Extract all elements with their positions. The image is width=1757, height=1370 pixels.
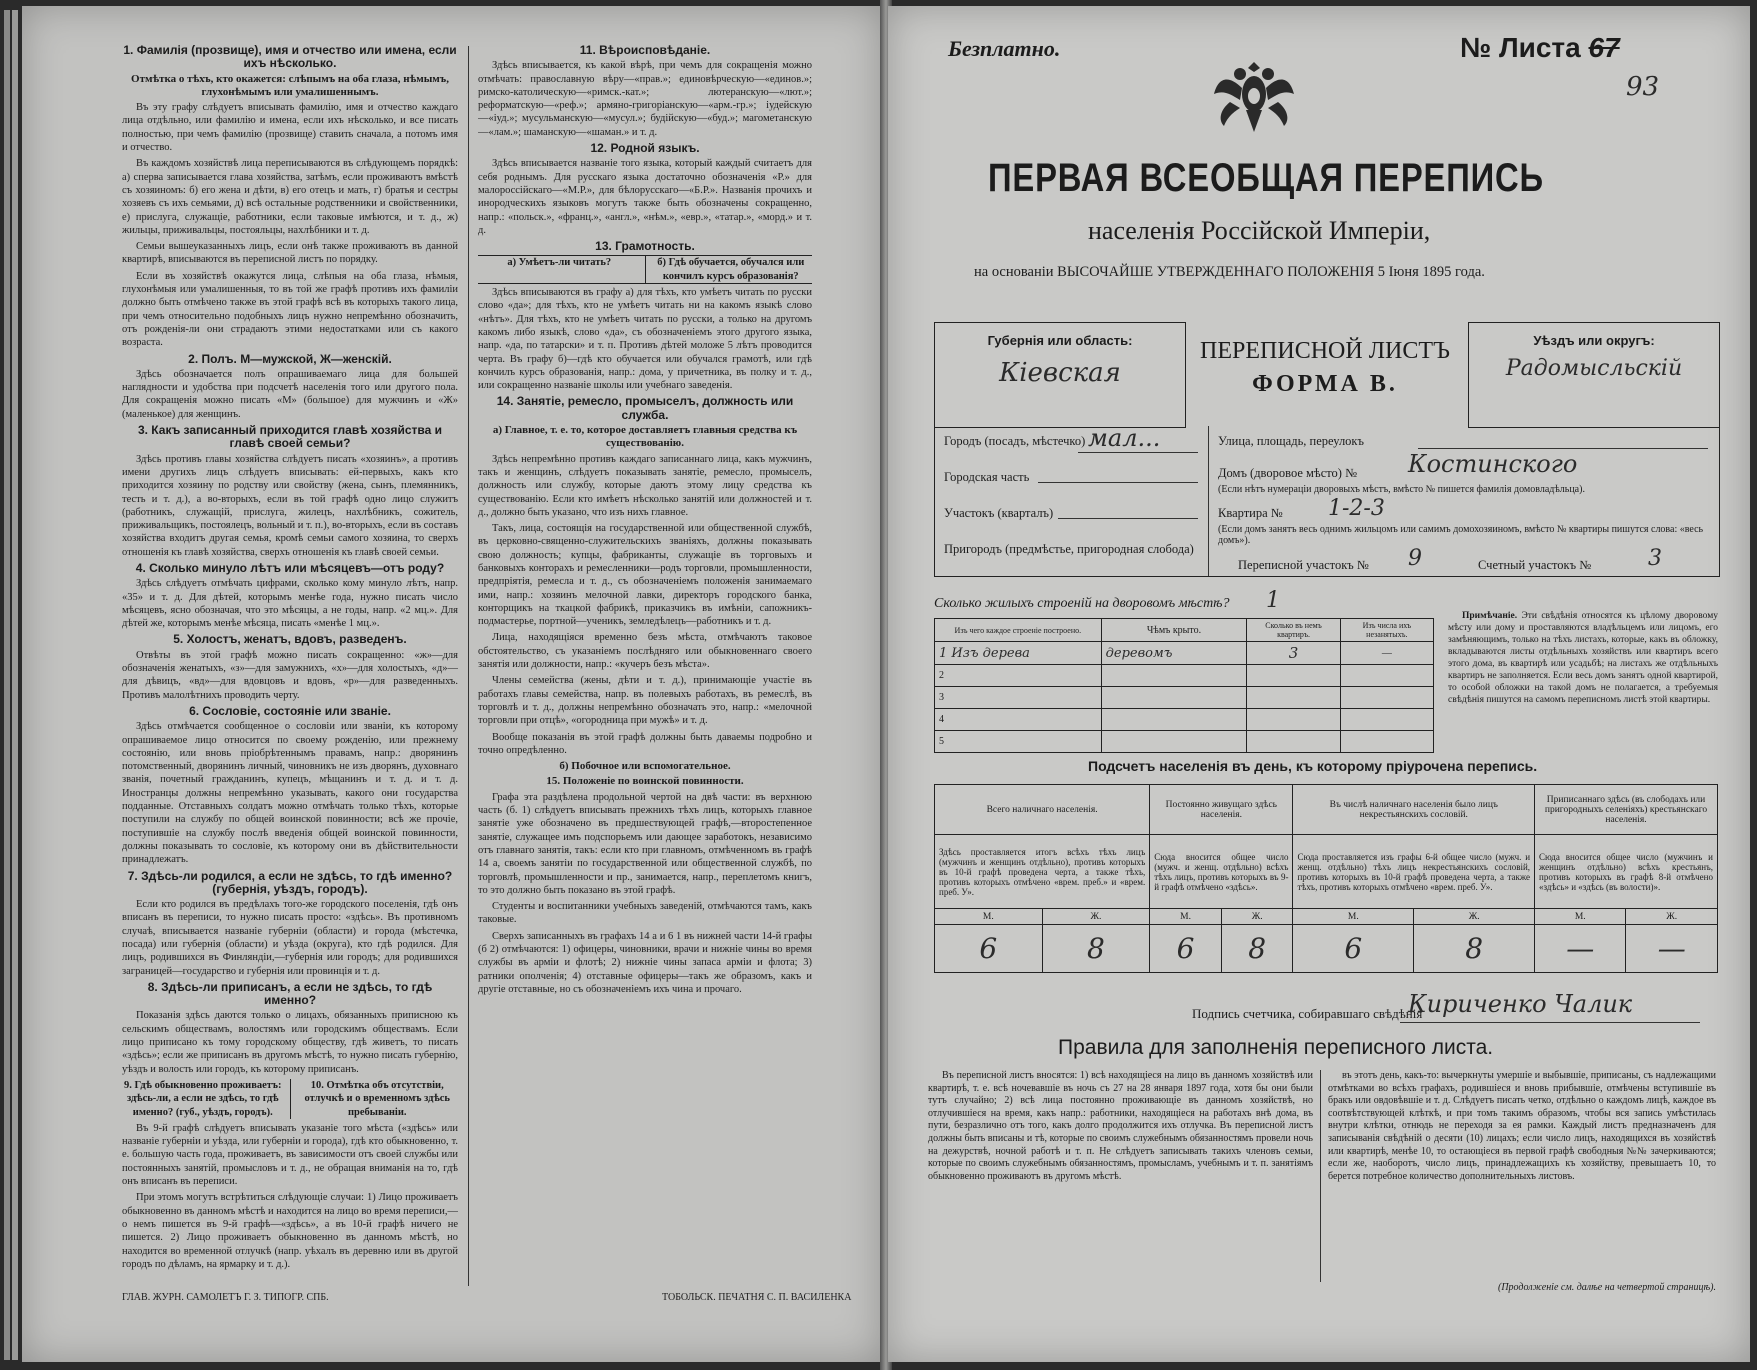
- column-divider: [1320, 1070, 1321, 1282]
- buildings-header-roof: Чѣмъ крыто.: [1101, 619, 1247, 642]
- buildings-header-material: Изъ чего каждое строеніе построено.: [935, 619, 1102, 642]
- section-heading: 5. Холостъ, женатъ, вдовъ, разведенъ.: [173, 632, 407, 647]
- section-heading: 4. Сколько минуло лѣтъ или мѣсяцевъ—отъ роду?: [135, 560, 445, 575]
- paragraph: Здѣсь слѣдуетъ отмѣчать цифрами, сколько кому минуло лѣтъ, напр. «35» и т. д. Для дѣтей, которымъ менѣе года, нужно писать число мѣсяцевъ, ясно обозначая, что это мѣсяцы, а не годы, напр. «2 мц.». Для дѣтей же, которымъ менѣе мѣсяца, писать «менѣе 1 мц.».: [122, 578, 458, 630]
- table-row: [935, 642, 1434, 665]
- city-line: [1078, 452, 1198, 453]
- female-label: Ж.: [1221, 909, 1293, 925]
- paragraph: При этомъ могутъ встрѣтиться слѣдующіе случаи: 1) Лицо проживаетъ обыкновенно въ данномъ мѣстѣ и находится на лицо во время переписи,—о немъ пишется въ 9-й графѣ—«здѣсь», а въ 10-й графѣ ничего не пишется. 2) Лицо проживаетъ обыкновенно въ данномъ мѣстѣ, но находится во временной отлучкѣ (напр. уѣхалъ въ деревню или въ другой городъ по дѣламъ, на ярмарку и т. д.).: [122, 1192, 458, 1270]
- paragraph: Здѣсь вписывается названіе того языка, который каждый считаетъ для себя роднымъ. Для русскаго языка достаточно обозначенія «Р.» для малороссійскаго—«М.Р.», для бѣлорусскаго—«Б.Р.». Названія прочихъ и инородческихъ языковъ могутъ также быть обозначены сокращенно, напр.: «польск.», «франц.», «англ.», «нѣм.», «евр.», «татар.», «морд.» и т. д.: [478, 158, 812, 236]
- building-apartments: 3: [1247, 642, 1340, 665]
- female-label: Ж.: [1414, 909, 1535, 925]
- city-part-line: [1038, 482, 1198, 483]
- document-title: ПЕРВАЯ ВСЕОБЩАЯ ПЕРЕПИСЬ: [988, 156, 1544, 200]
- count-header-non-peasant: Въ числѣ наличнаго населенія было лицъ некрестьянскихъ сословій.: [1293, 785, 1535, 835]
- section-subheading: б) Побочное или вспомогательное.: [559, 760, 731, 773]
- count-nonpeasant-female: 8: [1414, 925, 1535, 973]
- house-label: Домъ (дворовое мѣсто) №: [1218, 466, 1358, 480]
- paragraph: Здѣсь противъ главы хозяйства слѣдуетъ писать «хозяинъ», а противъ имени другихъ лицъ слѣдуетъ вписывать: ей-первыхъ, какъ кто приходится хозяину по родству или свойству (жена, сынъ, племянникъ, тесть и т. д.), а во-вторыхъ, если въ той графѣ одно лицо служитъ (работникъ, служащій, прислуга, жилецъ, нахлѣбникъ, сожитель, приживальщикъ, постоялецъ, вольный и т. п.), во-вторыхъ, если въ составъ хозяйства входитъ другая семья, кромѣ семьи самого хозяина, то сверхъ отношенія къ главѣ хозяйства, сверхъ отношенія къ главѣ своей семьи.: [122, 453, 458, 558]
- counting-district-value: 3: [1648, 546, 1662, 571]
- section-heading: 3. Какъ записанный приходится главѣ хозяйства и главѣ своей семьи?: [137, 423, 443, 451]
- paragraph: Въ 9-й графѣ слѣдуетъ вписывать указаніе того мѣста («здѣсь» или названіе губерніи и уѣзда, или губерніи и города), гдѣ кто обыкновенно, т. е. большую часть года, проживаетъ, въ зависимости отъ своей службы или постоянныхъ занятій, промысловъ и т. д., не обращая вниманія на то, гдѣ онъ вписанъ въ переписи.: [122, 1122, 458, 1188]
- note-title: Примѣчаніе.: [1462, 611, 1518, 621]
- section-heading: 7. Здѣсь-ли родился, а если не здѣсь, то гдѣ именно? (губернія, уѣздъ, городъ).: [127, 868, 453, 896]
- form-title-line2: ФОРМА В.: [1252, 371, 1398, 397]
- male-label: М.: [935, 909, 1043, 925]
- census-district-label: Переписной участокъ №: [1238, 558, 1369, 572]
- section-subheading: 15. Положеніе по воинской повинности.: [546, 775, 744, 788]
- sheet-number-label: № Листа: [1460, 32, 1581, 63]
- rules-title: Правила для заполненія переписного листа.: [1058, 1036, 1494, 1059]
- instructions-column-1: [122, 42, 458, 1342]
- table-row: 4: [935, 709, 1434, 731]
- section-heading: 11. Вѣроисповѣданіе.: [579, 43, 711, 57]
- population-count-title: Подсчетъ населенія въ день, къ которому пріурочена перепись.: [1088, 758, 1538, 774]
- building-roof: деревомъ: [1101, 642, 1247, 665]
- paragraph: Въ каждомъ хозяйствѣ лица переписываются въ слѣдующемъ порядкѣ: а) сперва записывается глава хозяйства, затѣмъ, если проживаютъ вмѣстѣ съ хозяиномъ: б) его жена и дѣти, в) его отецъ и мать, г) братья и сестры хозяевъ съ ихъ семьями, д) всѣ остальные родственники и свойственники, е) прислуга, служащіе, работники, если таковые имѣются, и т. д., ж) жильцы, приживальцы, постояльцы, нахлѣбники и т. д.: [122, 158, 458, 236]
- street-line: [1418, 448, 1708, 449]
- legal-basis: на основаніи ВЫСОЧАЙШЕ УТВЕРЖДЕННАГО ПОЛОЖЕНІЯ 5 Іюня 1895 года.: [974, 264, 1485, 280]
- house-note: (Если нѣтъ нумерацiи дворовыхъ мѣстъ, вмѣсто № пишется фамилія домовладѣльца).: [1218, 484, 1585, 495]
- section-heading: 6. Сословіе, состояніе или званіе.: [189, 703, 391, 718]
- page-stack: [4, 10, 10, 1360]
- literacy-question-a: а) Умѣетъ-ли читать?: [507, 257, 612, 269]
- count-note: Сюда вносится общее число (мужч. и женщ. отдѣльно) всѣхъ тѣхъ лицъ, противъ которыхъ въ 9-й графѣ отмѣчено «здѣсь».: [1150, 835, 1293, 909]
- printer-imprint: ГЛАВ. ЖУРН. САМОЛЕТЪ Г. З. ТИПОГР. СПБ.: [122, 1292, 329, 1303]
- section-heading: 12. Родной языкъ.: [590, 141, 700, 156]
- count-permanent-male: 6: [1150, 925, 1222, 973]
- count-header-permanent: Постоянно живущаго здѣсь населенія.: [1150, 785, 1293, 835]
- paragraph: Въ эту графу слѣдуетъ вписывать фамилію, имя и отчество каждаго лица отдѣльно, или фамилію и имена, если ихъ нѣсколько, и все писать полностью, при чемъ фамилію (прозвище) ставить сначала, а потомъ имя и отчество.: [122, 102, 458, 154]
- male-label: М.: [1293, 909, 1414, 925]
- literacy-question-b: б) Гдѣ обучается, обучался или кончилъ курсъ образованія?: [657, 257, 805, 282]
- rules-column-2: [1328, 1070, 1716, 1280]
- buildings-table: [934, 618, 1434, 753]
- buildings-note: [1448, 610, 1718, 750]
- rules-continuation: (Продолженіе см. далѣе на четвертой страницѣ).: [1498, 1282, 1716, 1293]
- suburb-label: Пригородъ (предмѣстье, пригородная слобода): [944, 542, 1194, 556]
- count-header-total: Всего наличнаго населенія.: [935, 785, 1150, 835]
- paragraph: Лица, находящіяся временно безъ мѣста, отмѣчаютъ таковое обстоятельство, съ указаніемъ послѣдняго или обыкновеннаго своего занятія или должности, напр.: «кучеръ безъ мѣста».: [478, 632, 812, 671]
- apartment-note: (Если домъ занятъ весь однимъ жильцомъ или самимъ домохозяиномъ, вмѣсто № квартиры пишутся слова: «весь домъ»).: [1218, 524, 1704, 546]
- paragraph: Такъ, лица, состоящія на государственной или общественной службѣ, въ церковно-священно-служительскихъ званіяхъ, должны показывать свою должность; купцы, фабриканты, служащіе въ торговыхъ и банковыхъ конторахъ и ремесленники—родъ торговли, промышленности, предпріятія, ремесла и т. д., съ обозначеніемъ положенія занимаемаго ими, напр.: хозяинъ мелочной лавки, директоръ городского банка, конторщикъ на ткацкой фабрикѣ, приказчикъ въ имѣніи, сапожникъ-подмастерье, портной—ученикъ, земледѣлецъ—работникъ и т. д.: [478, 523, 812, 628]
- free-of-charge-label: Безплатно.: [948, 36, 1061, 61]
- count-note: Сюда проставляется изъ графы 6-й общее число (мужч. и женщ. отдѣльно) тѣхъ лицъ некрестьянскихъ сословій, противъ которыхъ въ 10-й графѣ проведена черта, а также тѣхъ, противъ которыхъ отмѣчено «врем. преб. У».: [1293, 835, 1535, 909]
- paragraph: Графа эта раздѣлена продольной чертой на двѣ части: въ верхнюю часть (б. 1) слѣдуетъ вписывать прежнихъ тѣхъ лицъ, которыхъ главное занятіе уже обозначено въ предшествующей графѣ,—второстепенное занятіе, служащее имъ подспорьемъ или дающее заработокъ, независимо отъ главнаго занятія, такъ: если кто при главномъ, отмѣченномъ въ графѣ 14 а, своемъ занятіи по государственной или общественной службѣ, по торговлѣ, промышленности и пр., занимается, напр., переплетомъ книгъ, то это должно быть показано въ этой графѣ.: [478, 791, 812, 896]
- sheet-number: [1460, 32, 1620, 64]
- paragraph: Здѣсь вписываются въ графу а) для тѣхъ, кто умѣетъ читать по русски слово «да»; для тѣхъ, кто не умѣетъ читать ни на какомъ языкѣ слово «нѣтъ». Для тѣхъ, кто не умѣетъ читать по русски, а только на другомъ какомъ либо языкѣ, слово «да», съ обозначеніемъ этого другого языка, напр. «да, по татарски» и т. п. Противъ дѣтей моложе 5 лѣтъ проводится черта. Въ графу б)—гдѣ кто обучается или обучался грамотѣ, или гдѣ кончилъ курсъ образованія, напр.: дома, у причетника, въ полку и т. д., или сокращенно названіе школы или учебнаго заведенія.: [478, 287, 812, 392]
- apartment-value: 1-2-3: [1328, 496, 1385, 521]
- page-stack: [12, 10, 18, 1360]
- guberniya-value: Кіевская: [999, 358, 1121, 388]
- signature-value: Кириченко Чалик: [1408, 990, 1633, 1018]
- count-header-peasant: Приписаннаго здѣсь (въ слободахъ или пригородныхъ селеніяхъ) крестьянскаго населенія.: [1535, 785, 1718, 835]
- paragraph: Вообще показанія въ этой графѣ должны быть даваемы подробно и точно опредѣленно.: [478, 731, 812, 756]
- building-empty: —: [1340, 642, 1433, 665]
- section-heading: 9. Гдѣ обыкновенно проживаетъ: здѣсь-ли, а если не здѣсь, то гдѣ именно? (губ., уѣздъ, городъ).: [123, 1079, 282, 1118]
- count-peasant-female: —: [1626, 925, 1718, 973]
- male-label: М.: [1535, 909, 1626, 925]
- printer-imprint: ТОБОЛЬСК. ПЕЧАТНЯ С. П. ВАСИЛЕНКА: [662, 1292, 852, 1303]
- paragraph: Студенты и воспитанники учебныхъ заведеній, отмѣчаются тамъ, какъ таковые.: [478, 901, 812, 926]
- female-label: Ж.: [1042, 909, 1150, 925]
- city-part-label: Городская часть: [944, 470, 1030, 484]
- section-heading: 13. Грамотность.: [595, 239, 695, 254]
- counting-district-label: Счетный участокъ №: [1478, 558, 1592, 572]
- buildings-question: Сколько жилыхъ строеній на дворовомъ мѣстѣ?: [934, 596, 1230, 611]
- count-total-female: 8: [1042, 925, 1150, 973]
- city-value: мал...: [1088, 424, 1161, 452]
- table-row: 5: [935, 731, 1434, 753]
- sheet-number-struck: 67: [1588, 32, 1620, 63]
- form-title: [1190, 338, 1460, 398]
- section-heading: 1. Фамилія (прозвище), имя и отчество или имена, если ихъ нѣсколько.: [123, 43, 457, 71]
- count-note: Здѣсь проставляется итогъ всѣхъ тѣхъ лицъ (мужчинъ и женщинъ отдѣльно), противъ которыхъ въ 10-й графѣ проведена черта, а также тѣхъ, противъ которыхъ отмѣчено «врем. преб.» и «врем. преб. У».: [935, 835, 1150, 909]
- uezd-value: Радомысльскій: [1505, 356, 1683, 381]
- count-nonpeasant-male: 6: [1293, 925, 1414, 973]
- buildings-header-apartments: Сколько въ немъ квартиръ.: [1247, 619, 1340, 642]
- paragraph: Показанія здѣсь даются только о лицахъ, обязанныхъ приписною къ сельскимъ обществамъ, волостямъ или городскимъ обществамъ. Если лицо приписано къ тому городскому обществу, гдѣ живетъ, то писать «здѣсь»; если же приписанъ въ другомъ мѣстѣ, то нужно писать губернію, уѣздъ и волость или городъ, къ которому приписанъ.: [122, 1010, 458, 1075]
- signature-line: [1400, 1022, 1700, 1023]
- section-heading: 8. Здѣсь-ли приписанъ, а если не здѣсь, то гдѣ именно?: [147, 979, 433, 1008]
- paragraph: Здѣсь отмѣчается сообщенное о сословіи или званіи, къ которому опрашиваемое лицо относится по своему рожденію, или прежнему состоянію, или вновь пріобрѣтеннымъ правамъ, напр.: дворянинъ потомственный, дворянинъ личный, чиновникъ не изъ дворянъ, духовнаго званія, почетный гражданинъ, купецъ, мѣщанинъ и т. д. и т. д. Иностранцы должны непремѣнно указывать, какого они государства подданные. Отставныхъ солдатъ можно отмѣчать только тѣхъ, которые поступили на службу по общей воинской повинности; всѣ же прочіе, поступившіе на службу послѣ введенія общей воинской повинности, должны показывать то сословіе, къ которому они въ дѣйствительности принадлежатъ.: [122, 721, 458, 866]
- population-count-table: [934, 784, 1718, 973]
- city-label: Городъ (посадъ, мѣстечко): [944, 434, 1086, 448]
- uezd-label: Уѣздъ или округъ:: [1533, 333, 1655, 348]
- apartment-label: Квартира №: [1218, 506, 1283, 520]
- guberniya-label: Губернія или область:: [987, 333, 1133, 348]
- district-label: Участокъ (кварталъ): [944, 506, 1054, 520]
- street-label: Улица, площадь, переулокъ: [1218, 434, 1364, 448]
- address-divider: [1208, 426, 1209, 576]
- paragraph: Семьи вышеуказанныхъ лицъ, если онѣ также проживаютъ въ данной квартирѣ, вписываются въ переписной листъ по порядку.: [122, 241, 458, 266]
- male-label: М.: [1150, 909, 1222, 925]
- section-heading: 2. Полъ. М—мужской, Ж—женскій.: [188, 351, 392, 366]
- paragraph: Здѣсь обозначается полъ опрашиваемаго лица для большей наглядности и удобства при подсчетѣ населенія того или другого пола. Для сокращенія можно писать «М» (большое) для мужчинъ и «Ж» (маленькое) для женщинъ.: [122, 368, 458, 420]
- guberniya-box: [934, 322, 1186, 428]
- census-district-value: 9: [1408, 546, 1422, 571]
- section-subheading: Отмѣтка о тѣхъ, кто окажется: слѣпымъ на оба глаза, нѣмымъ, глухонѣмымъ или умалишеннымъ.: [131, 72, 449, 98]
- count-total-male: 6: [935, 925, 1043, 973]
- column-divider: [468, 46, 469, 1286]
- sheet-number-handwritten: 93: [1626, 72, 1660, 102]
- count-note: Сюда вносится общее число (мужчинъ и женщинъ отдѣльно) всѣхъ крестьянъ, противъ которыхъ въ графѣ 8-й отмѣчено «здѣсь» и «здѣсь (въ волости)».: [1535, 835, 1718, 909]
- right-page: [888, 6, 1750, 1362]
- paragraph: Въ переписной листъ вносятся: 1) всѣ находящіеся на лицо въ данномъ хозяйствѣ или квартирѣ, т. е. всѣ ночевавшіе въ ночь съ 27 на 28 января 1897 года, хотя бы они были тутъ случайно; 2) всѣ лица постоянно проживающіе въ данномъ хозяйствѣ, но отлучившіеся на время, какъ напр.: работники, находящіеся на работахъ внѣ дома, въ пути, безразлично отъ того, какъ долго продолжится ихъ отлучка. Въ переписной листъ должны быть вписаны и тѣ, которые по своимъ служебнымъ обязанностямъ провели ночь на дежурствѣ, ночной работѣ и т. п. Не слѣдуетъ записывать такихъ членовъ семьи, которые по своимъ служебнымъ обязанностямъ, промысламъ, учебнымъ и т. п. занятіямъ обыкновенно проживаютъ въ другомъ мѣстѣ.: [928, 1070, 1313, 1182]
- paragraph: въ этотъ день, какъ-то: вычеркнуты умершіе и выбывшіе, приписаны, съ надлежащими отмѣтками во всѣхъ графахъ, родившіеся и вновь прибывшіе, отмѣчены вступившіе въ бракъ или овдовѣвшіе и т. д. Слѣдуетъ писать четко, отдѣльно о каждомъ лицѣ, каждое въ соотвѣтствующей клѣткѣ, и при томъ такимъ образомъ, чтобы вся запись умѣстилась внутри клѣтки, отнюдь не переходя за ея рамки. Каждый листъ предназначенъ для записыванія свѣдѣній о десяти (10) лицахъ; если число лицъ, находящихся въ хозяйствѣ или квартирѣ, менѣе 10, то остающіеся въ первой графѣ свободныя №№ зачеркиваются; если же, наоборотъ, число лицъ, принадлежащихъ къ хозяйству, превышаетъ 10, то берется потребное количество дополнительныхъ листовъ.: [1328, 1070, 1716, 1182]
- buildings-value: 1: [1266, 588, 1280, 613]
- paragraph: Если кто родился въ предѣлахъ того-же городского поселенія, гдѣ онъ вписанъ въ переписи, то нужно писать просто: «здѣсь». Въ противномъ случаѣ, вписывается названіе губерніи (области) и города (мѣстечка, посада) или губернія (области) и уѣзда (округа), кто гдѣ родился. Для лицъ, родившихся въ Финляндіи,—губернія или городъ; для родившихся заграницей—государство и губернія или провинція и т. д.: [122, 899, 458, 977]
- house-value: Костинского: [1408, 450, 1578, 478]
- section-subheading: а) Главное, т. е. то, которое доставляетъ главныя средства къ существованію.: [492, 424, 798, 450]
- paragraph: Сверхъ записанныхъ въ графахъ 14 а и 6 1 въ нижней части 14-й графы (б 2) отмѣчаются: 1) офицеры, чиновники, врачи и нижніе чины во время службы въ армiи и флотѣ; 2) нижніе чины запаса армiи и флота; 3) ратники ополченія; 4) отставные офицеры—такъ же образомъ, какъ и другіе отставные, но съ обозначеніемъ ихъ чина и прочаго.: [478, 930, 812, 995]
- signature-label: Подпись счетчика, собиравшаго свѣдѣнія: [1192, 1006, 1423, 1021]
- table-row: 2: [935, 665, 1434, 687]
- female-label: Ж.: [1626, 909, 1718, 925]
- paragraph: Здѣсь непремѣнно противъ каждаго записаннаго лица, какъ мужчинъ, такъ и женщинъ, слѣдуетъ показывать занятіе, ремесло, промыселъ, должность или службу, которые даютъ этому лицу средства къ существованію. Если кто имѣетъ нѣсколько занятій или должностей и т. д., должно быть указано, что изъ нихъ главное.: [478, 453, 812, 518]
- buildings-header-empty: Изъ числа ихъ незанятыхъ.: [1340, 619, 1433, 642]
- paragraph: Члены семейства (жены, дѣти и т. д.), принимающіе участіе въ работахъ главы семейства, напр. въ полевыхъ работахъ, въ ремеслѣ, въ торговлѣ и т. д., должны непремѣнно обозначать это, напр.: «мелочной торговли при отцѣ», «огородница при мужѣ» и т. д.: [478, 675, 812, 727]
- note-text: Эти свѣдѣнія относятся къ цѣлому дворовому мѣсту или дому и проставляются владѣльцемъ или лицомъ, его замѣняющимъ, только на тѣхъ листахъ, которые, какъ въ обложку, вкладываются листы отдѣльныхъ хозяйствъ или квартиръ всего этого дома, въ квартирѣ или усадьбѣ; на листахъ же отдѣльныхъ квартиръ не заполняется. Если весь домъ занятъ одной квартирой, то особой обложки на такой домъ не полагается, а требуемыя свѣдѣнія пишутся на самомъ переписномъ листѣ этой квартиры.: [1448, 611, 1718, 705]
- count-permanent-female: 8: [1221, 925, 1293, 973]
- table-row: 3: [935, 687, 1434, 709]
- building-material: 1 Изъ дерева: [935, 642, 1102, 665]
- form-title-line1: ПЕРЕПИСНОЙ ЛИСТЪ: [1200, 338, 1450, 364]
- instructions-column-2: [478, 42, 812, 1342]
- double-headed-eagle-emblem: [1210, 54, 1298, 140]
- district-line: [1058, 518, 1198, 519]
- section-heading: 10. Отмѣтка объ отсутствіи, отлучкѣ и о временномъ здѣсь пребываніи.: [304, 1079, 450, 1118]
- rules-column-1: [928, 1070, 1313, 1290]
- count-peasant-male: —: [1535, 925, 1626, 973]
- paragraph: Если въ хозяйствѣ окажутся лица, слѣпыя на оба глаза, нѣмыя, глухонѣмыя или умалишенныя, то въ той же графѣ противъ ихъ фамиліи должно быть отмѣчено также въ этой графѣ всѣ въ которыхъ такого лица, при чемъ относительно подобныхъ лицъ нужно непремѣнно обозначить, отъ рожденія-ли они страдаютъ этими недостатками или съ какого возраста.: [122, 270, 458, 349]
- left-page: [22, 6, 882, 1362]
- uezd-box: [1468, 322, 1720, 428]
- section-heading: 14. Занятіе, ремесло, промыселъ, должность или служба.: [496, 394, 794, 422]
- paragraph: Отвѣты въ этой графѣ можно писать сокращенно: «ж»—для обозначенія женатыхъ, «з»—для замужнихъ, «х»—для холостыхъ, «д»—для дѣвицъ, «вд»—для вдовцовъ и вдовъ, «р»—для разведенныхъ. Противъ малолѣтнихъ проводить черту.: [122, 649, 458, 701]
- document-subtitle: населенія Россійской Имперіи,: [1088, 216, 1431, 245]
- paragraph: Здѣсь вписывается, къ какой вѣрѣ, при чемъ для сокращенія можно отмѣчать: православную вѣру—«прав.»; единовѣрческую—«единов.»; римско-католическую—«римск.-кат.»; лютеранскую—«лют.»; реформатскую—«реф.»; армяно-григоріанскую—«арм.-гр.»; іудейскую—«іуд.»; мусульманскую—«мусул.»; будійскую—«буд.»; магометанскую—«лам.»; шаманскую—«шаман.» и т. д.: [478, 60, 812, 138]
